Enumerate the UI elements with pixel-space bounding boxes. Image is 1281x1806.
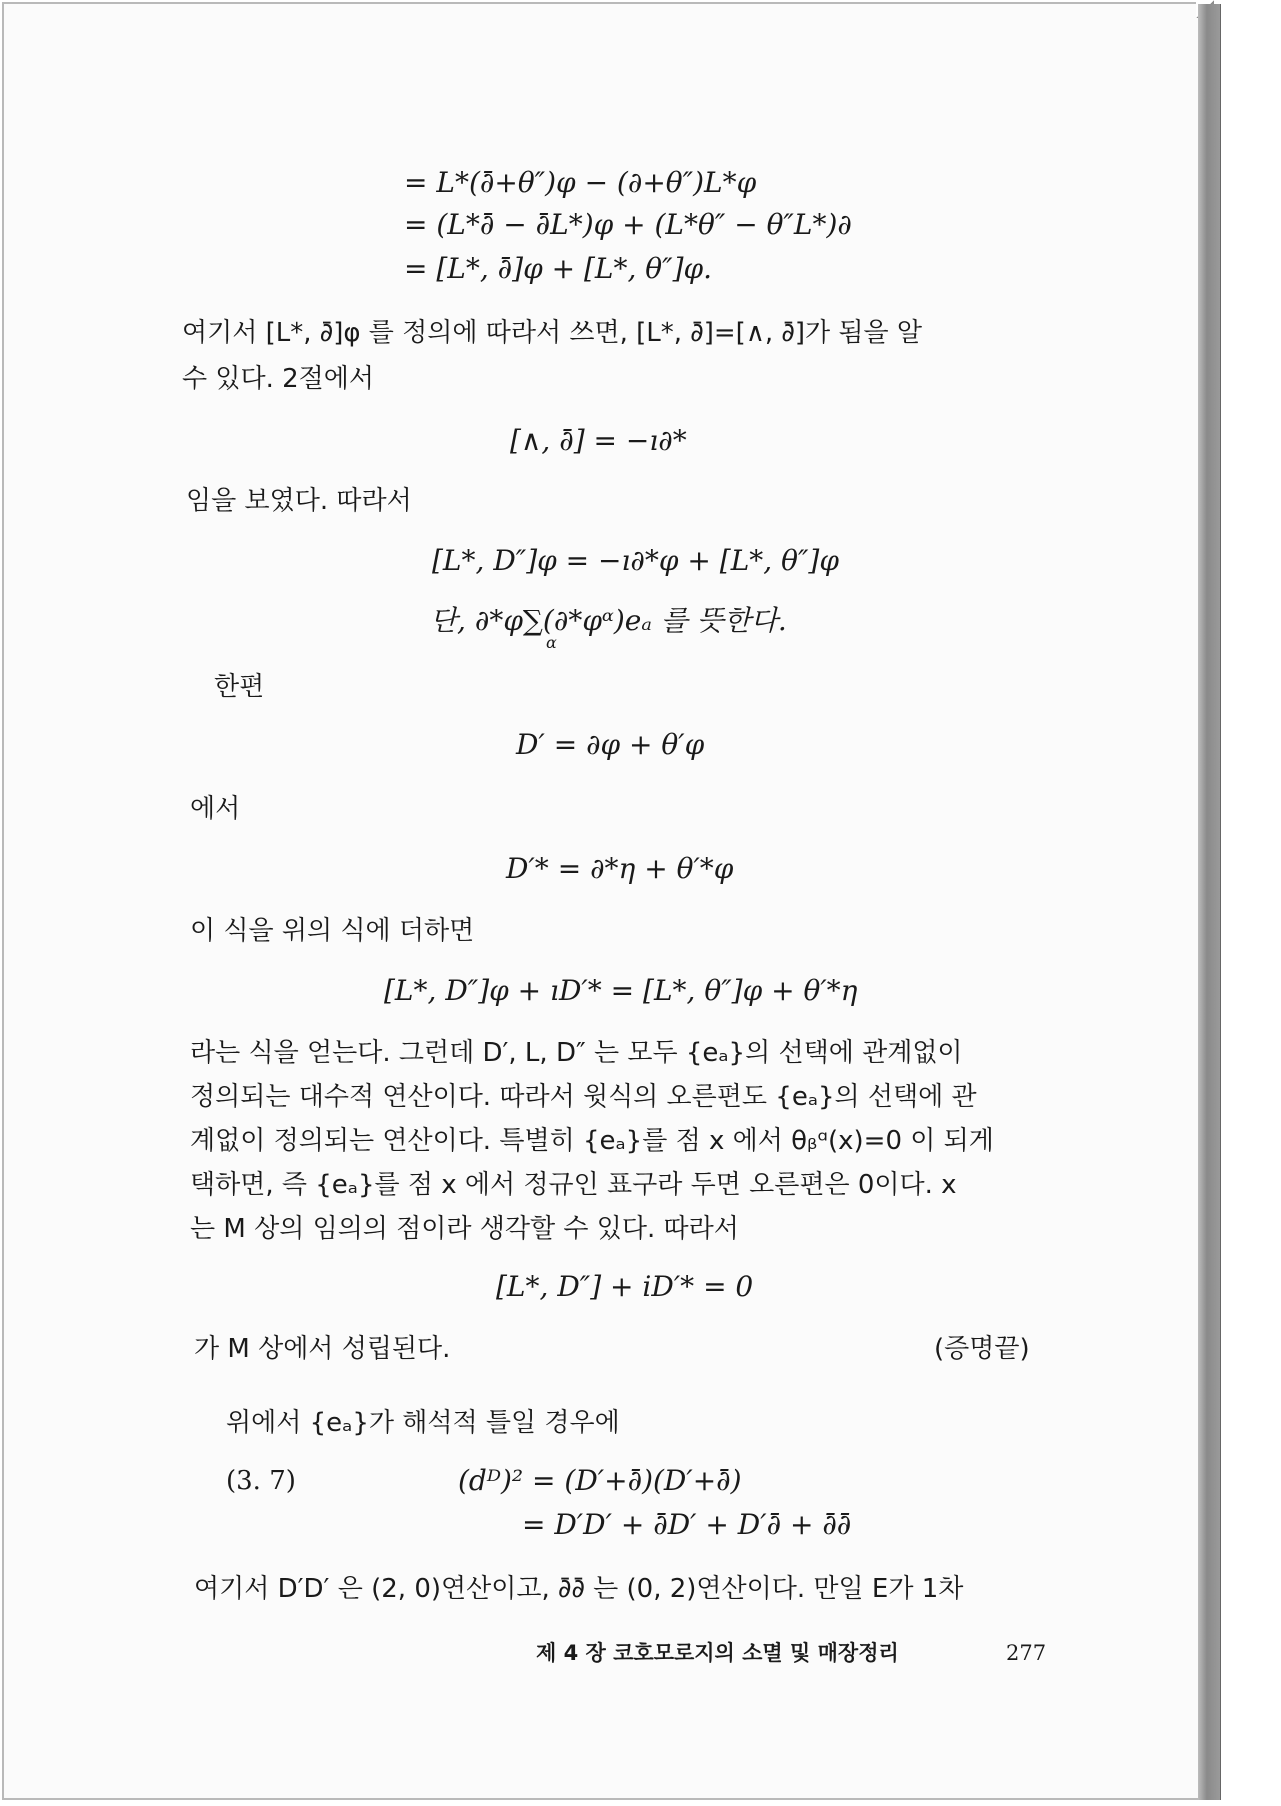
equation-commutator-d: [L*, D″]φ = −ı∂*φ + [L*, θ″]φ [432,544,839,577]
equation-d-prime-adjoint: D′* = ∂*η + θ′*φ [506,852,734,885]
equation-line-2: = (L*∂̄ − ∂̄L*)φ + (L*θ″ − θ″L*)∂ [404,208,852,241]
page-number: 277 [1006,1641,1047,1665]
equation-line-3: = [L*, ∂̄]φ + [L*, θ″]φ. [404,252,713,285]
paragraph-line: 임을 보였다. 따라서 [186,486,412,516]
paragraph-line: 가 M 상에서 성립된다. [194,1334,451,1364]
paragraph-line: 위에서 {eₐ}가 해석적 틀일 경우에 [226,1408,620,1438]
paragraph-line: 여기서 [L*, ∂̄]φ 를 정의에 따라서 쓰면, [L*, ∂̄]=[∧, ∂̄]가 됨을 알 [182,318,922,348]
paragraph-line: 에서 [190,794,241,824]
equation-line-1: = L*(∂̄+θ″)φ − (∂+θ″)L*φ [404,166,757,199]
paragraph-line: 는 M 상의 임의의 점이라 생각할 수 있다. 따라서 [190,1214,739,1244]
running-footer-chapter: 제 4 장 코호모로지의 소멸 및 매장정리 [536,1641,899,1665]
book-spine [1198,4,1221,1800]
equation-d-prime: D′ = ∂φ + θ′φ [516,728,705,761]
paragraph-line: 수 있다. 2절에서 [182,364,375,394]
paragraph-line: 정의되는 대수적 연산이다. 따라서 윗식의 오른편도 {eₐ}의 선택에 관 [190,1082,977,1112]
equation-curvature-2: = D′D′ + ∂̄D′ + D′∂̄ + ∂̄∂̄ [522,1508,852,1541]
paragraph-line: 이 식을 위의 식에 더하면 [190,916,475,946]
paragraph-line: 택하면, 즉 {eₐ}를 점 x 에서 정규인 표구라 두면 오른편은 0이다. x [190,1170,957,1200]
equation-number: (3. 7) [226,1466,296,1496]
sum-subscript: α [546,633,557,652]
equation-definition: 단, ∂*φ∑(∂*φᵅ)eₐ 를 뜻한다. [430,604,787,637]
paragraph-line: 여기서 D′D′ 은 (2, 0)연산이고, ∂̄∂̄ 는 (0, 2)연산이다. 만일 E가 1차 [194,1574,964,1604]
paragraph-line: 라는 식을 얻는다. 그런데 D′, L, D″ 는 모두 {eₐ}의 선택에 관계없이 [190,1038,963,1068]
paragraph-line: 한편 [214,672,265,702]
paragraph-line: 계없이 정의되는 연산이다. 특별히 {eₐ}를 점 x 에서 θᵦᵅ(x)=0 이 되게 [190,1126,994,1156]
equation-identity: [L*, D″] + iD′* = 0 [496,1270,754,1303]
equation-sum: [L*, D″]φ + ıD′* = [L*, θ″]φ + θ′*η [384,974,858,1007]
qed-mark: (증명끝) [934,1334,1030,1364]
equation-curvature-1: (dᴰ)² = (D′+∂̄)(D′+∂̄) [458,1464,742,1497]
equation-commutator: [∧, ∂̄] = −ı∂* [510,424,687,457]
